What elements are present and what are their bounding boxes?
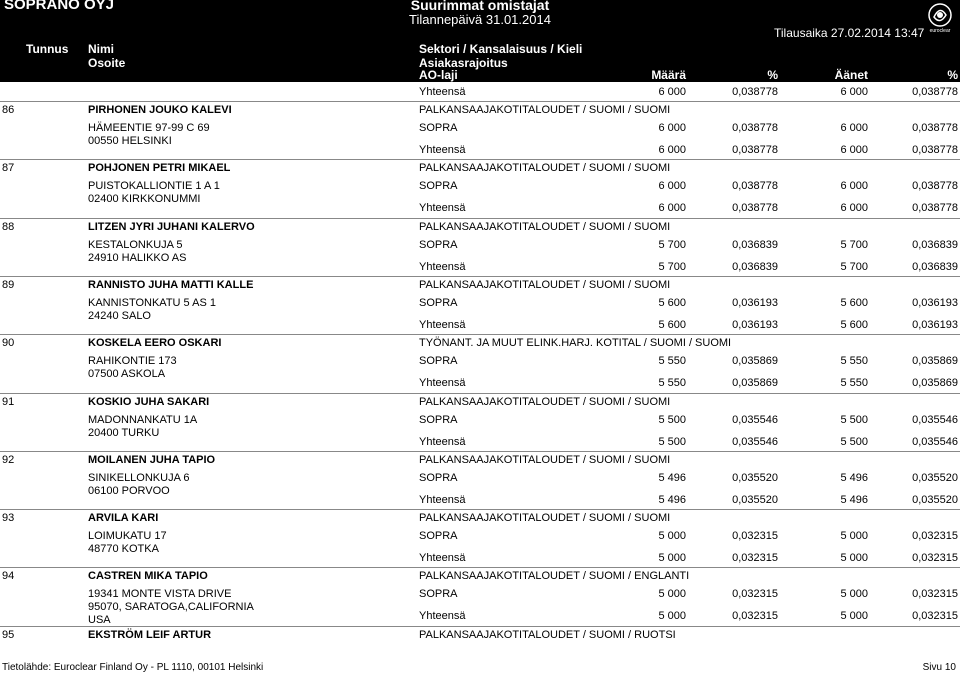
holder-ao-type: SOPRA	[419, 239, 458, 251]
holder-votes: 5 000	[840, 530, 868, 542]
holder-address-line: 00550 HELSINKI	[88, 135, 172, 147]
column-address: Osoite	[88, 56, 126, 70]
holder-ao-type: SOPRA	[419, 355, 458, 367]
holder-sector: PALKANSAAJAKOTITALOUDET / SUOMI / SUOMI	[419, 221, 671, 233]
holder-name: PIRHONEN JOUKO KALEVI	[88, 104, 232, 116]
row-separator	[0, 393, 960, 394]
holder-total-pct: 0,035869	[732, 377, 778, 389]
holder-sector: PALKANSAAJAKOTITALOUDET / SUOMI / RUOTSI	[419, 629, 676, 641]
holder-vote-pct: 0,036193	[912, 297, 958, 309]
holder-ao-type: SOPRA	[419, 530, 458, 542]
holder-total-vote-pct: 0,035520	[912, 494, 958, 506]
row-separator	[0, 334, 960, 335]
holder-address-line: KANNISTONKATU 5 AS 1	[88, 297, 216, 309]
holder-vote-pct: 0,032315	[912, 588, 958, 600]
total-pct: 0,038778	[732, 86, 778, 98]
holder-ao-type: SOPRA	[419, 472, 458, 484]
holder-total-pct: 0,038778	[732, 202, 778, 214]
holder-votes: 6 000	[840, 122, 868, 134]
holder-sector: TYÖNANT. JA MUUT ELINK.HARJ. KOTITAL / SUOMI / SUOMI	[419, 337, 732, 349]
holder-sector: PALKANSAAJAKOTITALOUDET / SUOMI / SUOMI	[419, 454, 671, 466]
holder-name: KOSKIO JUHA SAKARI	[88, 396, 210, 408]
holder-number: 95	[2, 629, 15, 641]
holder-ao-type: SOPRA	[419, 588, 458, 600]
column-votes: Äänet	[834, 68, 868, 82]
holder-sector: PALKANSAAJAKOTITALOUDET / SUOMI / SUOMI	[419, 104, 671, 116]
holder-total-pct: 0,032315	[732, 552, 778, 564]
order-time: Tilausaika 27.02.2014 13:47	[774, 26, 925, 40]
total-vote-pct: 0,038778	[912, 86, 958, 98]
holder-address-line: 07500 ASKOLA	[88, 368, 166, 380]
holder-number: 92	[2, 454, 15, 466]
holder-name: KOSKELA EERO OSKARI	[88, 337, 222, 349]
holder-sector: PALKANSAAJAKOTITALOUDET / SUOMI / SUOMI	[419, 396, 671, 408]
holder-total-vote-pct: 0,036193	[912, 319, 958, 331]
holder-total-amount: 5 000	[658, 610, 686, 622]
holder-address-line: 20400 TURKU	[88, 427, 160, 439]
holder-total-label: Yhteensä	[419, 202, 466, 214]
holder-total-votes: 5 496	[840, 494, 868, 506]
column-pct: %	[767, 68, 778, 82]
column-number: Tunnus	[26, 42, 69, 56]
holder-address-line: 95070, SARATOGA,CALIFORNIA	[88, 601, 254, 613]
holder-ao-type: SOPRA	[419, 414, 458, 426]
holder-vote-pct: 0,035546	[912, 414, 958, 426]
row-separator	[0, 451, 960, 452]
total-amount: 6 000	[658, 86, 686, 98]
holder-total-vote-pct: 0,035869	[912, 377, 958, 389]
holder-vote-pct: 0,036839	[912, 239, 958, 251]
holder-votes: 5 500	[840, 414, 868, 426]
holder-ao-type: SOPRA	[419, 180, 458, 192]
holder-number: 86	[2, 104, 15, 116]
holder-total-vote-pct: 0,036839	[912, 261, 958, 273]
holder-total-vote-pct: 0,032315	[912, 610, 958, 622]
holder-address-line: 02400 KIRKKONUMMI	[88, 193, 201, 205]
holder-votes: 5 600	[840, 297, 868, 309]
holder-total-label: Yhteensä	[419, 610, 466, 622]
footer-source: Tietolähde: Euroclear Finland Oy - PL 1110, 00101 Helsinki	[2, 662, 264, 673]
holder-address-line: 24240 SALO	[88, 310, 151, 322]
holder-address-line: PUISTOKALLIONTIE 1 A 1	[88, 180, 220, 192]
total-label: Yhteensä	[419, 86, 466, 98]
holder-total-amount: 5 700	[658, 261, 686, 273]
holder-total-votes: 5 600	[840, 319, 868, 331]
holder-total-label: Yhteensä	[419, 261, 466, 273]
holder-pct: 0,032315	[732, 588, 778, 600]
column-sector: Sektori / Kansalaisuus / Kieli	[419, 42, 583, 56]
company-name: SOPRANO OYJ	[4, 0, 115, 13]
holder-total-pct: 0,036839	[732, 261, 778, 273]
page-footer	[0, 660, 960, 676]
euroclear-logo	[920, 0, 960, 36]
holder-number: 87	[2, 162, 15, 174]
euroclear-logo-text: euroclear	[929, 28, 951, 34]
holder-total-vote-pct: 0,038778	[912, 202, 958, 214]
holder-sector: PALKANSAAJAKOTITALOUDET / SUOMI / ENGLANTI	[419, 570, 690, 582]
holder-address-line: SINIKELLONKUJA 6	[88, 472, 190, 484]
holder-total-amount: 5 500	[658, 436, 686, 448]
report-header	[0, 0, 960, 82]
holder-name: ARVILA KARI	[88, 512, 159, 524]
holder-votes: 6 000	[840, 180, 868, 192]
holder-address-line: USA	[88, 614, 111, 626]
row-separator	[0, 626, 960, 627]
holder-total-pct: 0,036193	[732, 319, 778, 331]
holder-total-votes: 5 000	[840, 610, 868, 622]
holder-number: 93	[2, 512, 15, 524]
column-ao-type: AO-laji	[419, 68, 458, 82]
holder-vote-pct: 0,038778	[912, 122, 958, 134]
holder-ao-type: SOPRA	[419, 122, 458, 134]
holder-total-amount: 6 000	[658, 144, 686, 156]
holder-total-pct: 0,035520	[732, 494, 778, 506]
holder-address-line: MADONNANKATU 1A	[88, 414, 198, 426]
holder-votes: 5 550	[840, 355, 868, 367]
holder-address-line: 48770 KOTKA	[88, 543, 159, 555]
holder-address-line: 06100 PORVOO	[88, 485, 170, 497]
holder-total-votes: 5 700	[840, 261, 868, 273]
holder-total-label: Yhteensä	[419, 552, 466, 564]
footer-page: Sivu 10	[922, 662, 956, 673]
holder-amount: 6 000	[658, 122, 686, 134]
holder-votes: 5 496	[840, 472, 868, 484]
holder-total-label: Yhteensä	[419, 436, 466, 448]
holder-amount: 6 000	[658, 180, 686, 192]
holder-total-label: Yhteensä	[419, 144, 466, 156]
report-title: Suurimmat omistajat	[410, 0, 550, 13]
holder-total-pct: 0,038778	[732, 144, 778, 156]
column-restriction: Asiakasrajoitus	[419, 56, 508, 70]
holder-name: EKSTRÖM LEIF ARTUR	[88, 629, 212, 641]
row-separator	[0, 218, 960, 219]
holder-sector: PALKANSAAJAKOTITALOUDET / SUOMI / SUOMI	[419, 162, 671, 174]
holder-total-pct: 0,035546	[732, 436, 778, 448]
total-votes: 6 000	[840, 86, 868, 98]
holder-pct: 0,035869	[732, 355, 778, 367]
holder-total-votes: 5 550	[840, 377, 868, 389]
holder-name: MOILANEN JUHA TAPIO	[88, 454, 216, 466]
holder-total-votes: 5 500	[840, 436, 868, 448]
row-separator	[0, 509, 960, 510]
row-separator	[0, 159, 960, 160]
holder-address-line: KESTALONKUJA 5	[88, 239, 183, 251]
holder-total-vote-pct: 0,032315	[912, 552, 958, 564]
holder-vote-pct: 0,032315	[912, 530, 958, 542]
holder-vote-pct: 0,035520	[912, 472, 958, 484]
holder-votes: 5 000	[840, 588, 868, 600]
holder-sector: PALKANSAAJAKOTITALOUDET / SUOMI / SUOMI	[419, 512, 671, 524]
holder-amount: 5 496	[658, 472, 686, 484]
holder-amount: 5 550	[658, 355, 686, 367]
holder-pct: 0,036839	[732, 239, 778, 251]
holder-vote-pct: 0,038778	[912, 180, 958, 192]
holder-total-votes: 6 000	[840, 144, 868, 156]
holder-total-vote-pct: 0,038778	[912, 144, 958, 156]
holder-name: CASTREN MIKA TAPIO	[88, 570, 208, 582]
holder-address-line: RAHIKONTIE 173	[88, 355, 177, 367]
holder-name: LITZEN JYRI JUHANI KALERVO	[88, 221, 255, 233]
holder-total-amount: 5 000	[658, 552, 686, 564]
holder-number: 90	[2, 337, 15, 349]
column-vote-pct: %	[947, 68, 958, 82]
holder-amount: 5 600	[658, 297, 686, 309]
row-separator	[0, 567, 960, 568]
holder-pct: 0,035520	[732, 472, 778, 484]
holder-pct: 0,038778	[732, 180, 778, 192]
holder-total-votes: 5 000	[840, 552, 868, 564]
holder-total-votes: 6 000	[840, 202, 868, 214]
holder-amount: 5 000	[658, 530, 686, 542]
holder-total-amount: 5 600	[658, 319, 686, 331]
row-separator	[0, 276, 960, 277]
holder-name: POHJONEN PETRI MIKAEL	[88, 162, 231, 174]
holder-pct: 0,035546	[732, 414, 778, 426]
holder-total-label: Yhteensä	[419, 377, 466, 389]
holder-pct: 0,036193	[732, 297, 778, 309]
row-separator	[0, 101, 960, 102]
holder-number: 88	[2, 221, 15, 233]
holder-amount: 5 500	[658, 414, 686, 426]
holder-pct: 0,038778	[732, 122, 778, 134]
holder-total-label: Yhteensä	[419, 319, 466, 331]
holder-number: 91	[2, 396, 15, 408]
holder-pct: 0,032315	[732, 530, 778, 542]
holder-total-vote-pct: 0,035546	[912, 436, 958, 448]
holder-amount: 5 700	[658, 239, 686, 251]
holder-name: RANNISTO JUHA MATTI KALLE	[88, 279, 254, 291]
report-date: Tilannepäivä 31.01.2014	[409, 12, 551, 27]
holder-total-amount: 6 000	[658, 202, 686, 214]
holder-amount: 5 000	[658, 588, 686, 600]
column-name: Nimi	[88, 42, 115, 56]
holder-ao-type: SOPRA	[419, 297, 458, 309]
holder-sector: PALKANSAAJAKOTITALOUDET / SUOMI / SUOMI	[419, 279, 671, 291]
holder-address-line: HÄMEENTIE 97-99 C 69	[88, 122, 210, 134]
holder-address-line: 19341 MONTE VISTA DRIVE	[88, 588, 232, 600]
holder-total-pct: 0,032315	[732, 610, 778, 622]
holder-total-amount: 5 550	[658, 377, 686, 389]
holder-number: 94	[2, 570, 15, 582]
holder-address-line: 24910 HALIKKO AS	[88, 252, 187, 264]
holder-vote-pct: 0,035869	[912, 355, 958, 367]
holder-address-line: LOIMUKATU 17	[88, 530, 167, 542]
column-amount: Määrä	[651, 68, 686, 82]
holder-total-amount: 5 496	[658, 494, 686, 506]
holder-total-label: Yhteensä	[419, 494, 466, 506]
holder-number: 89	[2, 279, 15, 291]
holder-votes: 5 700	[840, 239, 868, 251]
